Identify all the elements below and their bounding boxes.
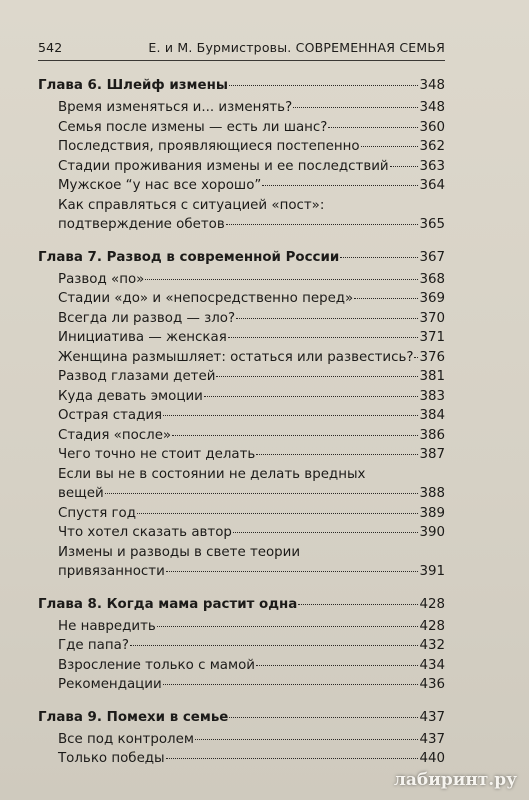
dot-leader	[216, 376, 418, 377]
entry-title: Глава 9. Помехи в семье	[38, 709, 229, 725]
entry-title: Рекомендации	[58, 677, 162, 692]
entry-title: Последствия, проявляющиеся постепенно	[58, 139, 360, 154]
dot-leader	[414, 357, 418, 358]
dot-leader	[229, 85, 419, 86]
entry-title-line1: Если вы не в состоянии не делать вредных	[58, 466, 366, 482]
toc-chapter	[38, 78, 445, 100]
toc-entry	[38, 619, 445, 639]
dot-leader	[354, 298, 418, 299]
entry-page: 371	[419, 330, 445, 345]
dot-leader	[390, 166, 419, 167]
entry-title: привязанности	[58, 564, 165, 579]
entry-title: Всегда ли развод — зло?	[58, 310, 236, 326]
entry-title: Взросление только с мамой	[58, 657, 256, 673]
entry-page: 391	[419, 564, 445, 579]
toc-entry	[38, 178, 445, 198]
entry-title: Чего точно не стоит делать	[58, 447, 256, 462]
header-rule	[38, 60, 445, 61]
entry-title: Стадии «до» и «непосредственно перед»	[58, 291, 354, 306]
dot-leader	[298, 604, 418, 605]
dot-leader	[157, 626, 419, 627]
entry-page: 428	[419, 596, 445, 612]
entry-page: 387	[419, 447, 445, 462]
toc-entry	[38, 408, 445, 428]
entry-page: 348	[419, 78, 445, 93]
entry-page: 437	[419, 709, 445, 725]
entry-page: 386	[419, 427, 445, 443]
dot-leader	[137, 513, 418, 514]
dot-leader	[328, 127, 418, 128]
toc-entry	[38, 545, 445, 584]
dot-leader	[340, 257, 418, 258]
entry-page: 436	[419, 677, 445, 692]
entry-title: Время изменяться и... изменять?	[58, 100, 293, 115]
dot-leader	[163, 684, 419, 685]
entry-title: Куда девать эмоции	[58, 388, 203, 404]
dot-leader	[226, 224, 419, 225]
entry-row	[58, 217, 445, 237]
toc-chapter	[38, 597, 445, 619]
entry-title: Стадии проживания измены и ее последствий	[58, 158, 389, 174]
entry-title: Развод глазами детей	[58, 369, 216, 384]
entry-title: Развод «по»	[58, 271, 145, 287]
entry-title: Глава 8. Когда мама растит одна	[38, 596, 298, 612]
entry-title: Что хотел сказать автор	[58, 525, 232, 540]
toc-entry	[38, 428, 445, 448]
dot-leader	[256, 665, 418, 666]
toc-entry	[38, 100, 445, 120]
toc-entry	[38, 447, 445, 467]
toc-entry	[38, 467, 445, 506]
entry-page: 437	[419, 731, 445, 747]
entry-title-line1: Как справляться с ситуацией «пост»:	[58, 197, 325, 213]
table-of-contents	[38, 78, 445, 771]
entry-title-line1: Измены и разводы в свете теории	[58, 544, 301, 560]
toc-chapter	[38, 710, 445, 732]
entry-page: 389	[419, 505, 445, 521]
entry-row	[58, 486, 445, 506]
entry-page: 348	[419, 100, 445, 115]
entry-title: Не навредить	[58, 618, 156, 634]
entry-title: Спустя год	[58, 505, 136, 521]
dot-leader	[163, 415, 418, 416]
page-number: 542	[38, 40, 63, 55]
toc-entry	[38, 525, 445, 545]
entry-title: вещей	[58, 486, 104, 501]
entry-page: 388	[419, 486, 445, 501]
toc-entry	[38, 751, 445, 771]
entry-title: Острая стадия	[58, 408, 163, 423]
entry-page: 360	[419, 119, 445, 135]
toc-entry	[38, 139, 445, 159]
running-title: Е. и М. Бурмистровы. СОВРЕМЕННАЯ СЕМЬЯ	[148, 40, 445, 55]
entry-row	[58, 564, 445, 584]
entry-page: 434	[419, 657, 445, 673]
toc-entry	[38, 272, 445, 292]
entry-page: 370	[419, 310, 445, 326]
entry-title: Глава 6. Шлейф измены	[38, 78, 228, 93]
entry-page: 432	[419, 638, 445, 653]
entry-title: Стадия «после»	[58, 427, 172, 443]
entry-page: 440	[419, 751, 445, 766]
entry-title: Только победы	[58, 751, 165, 766]
entry-page: 376	[419, 349, 445, 365]
dot-leader	[233, 532, 419, 533]
toc-entry	[38, 732, 445, 752]
toc-entry	[38, 330, 445, 350]
entry-title: Инициатива — женская	[58, 330, 227, 345]
entry-title: Женщина размышляет: остаться или развестись?	[58, 349, 414, 365]
entry-title: Семья после измены — есть ли шанс?	[58, 119, 328, 135]
entry-page: 368	[419, 271, 445, 287]
dot-leader	[262, 185, 418, 186]
toc-entry	[38, 120, 445, 140]
dot-leader	[229, 717, 418, 718]
labirint-watermark: лабиринт.ру	[393, 770, 517, 790]
dot-leader	[236, 318, 418, 319]
dot-leader	[293, 107, 418, 108]
dot-leader	[228, 337, 419, 338]
entry-page: 390	[419, 525, 445, 540]
entry-page: 363	[419, 158, 445, 174]
entry-title: Глава 7. Развод в современной России	[38, 249, 340, 265]
entry-title: подтверждение обетов	[58, 217, 225, 232]
toc-entry	[38, 506, 445, 526]
dot-leader	[204, 396, 419, 397]
dot-leader	[166, 758, 419, 759]
toc-entry	[38, 677, 445, 697]
entry-page: 384	[419, 408, 445, 423]
entry-page: 369	[419, 291, 445, 306]
toc-entry	[38, 658, 445, 678]
dot-leader	[361, 146, 419, 147]
toc-entry	[38, 350, 445, 370]
entry-page: 364	[419, 178, 445, 193]
toc-entry	[38, 198, 445, 237]
dot-leader	[256, 454, 418, 455]
entry-page: 381	[419, 369, 445, 384]
entry-page: 383	[419, 388, 445, 404]
toc-entry	[38, 291, 445, 311]
toc-entry	[38, 638, 445, 658]
dot-leader	[195, 739, 419, 740]
dot-leader	[130, 645, 418, 646]
entry-title: Все под контролем	[58, 731, 194, 747]
entry-page: 428	[419, 618, 445, 634]
entry-page: 362	[419, 139, 445, 154]
toc-entry	[38, 311, 445, 331]
dot-leader	[172, 435, 418, 436]
entry-title: Где папа?	[58, 638, 129, 653]
entry-title: Мужское “у нас все хорошо”	[58, 178, 262, 193]
entry-page: 367	[419, 249, 445, 265]
dot-leader	[145, 279, 418, 280]
toc-chapter	[38, 250, 445, 272]
entry-page: 365	[419, 217, 445, 232]
dot-leader	[105, 493, 419, 494]
toc-entry	[38, 159, 445, 179]
dot-leader	[166, 571, 419, 572]
toc-entry	[38, 389, 445, 409]
toc-entry	[38, 369, 445, 389]
